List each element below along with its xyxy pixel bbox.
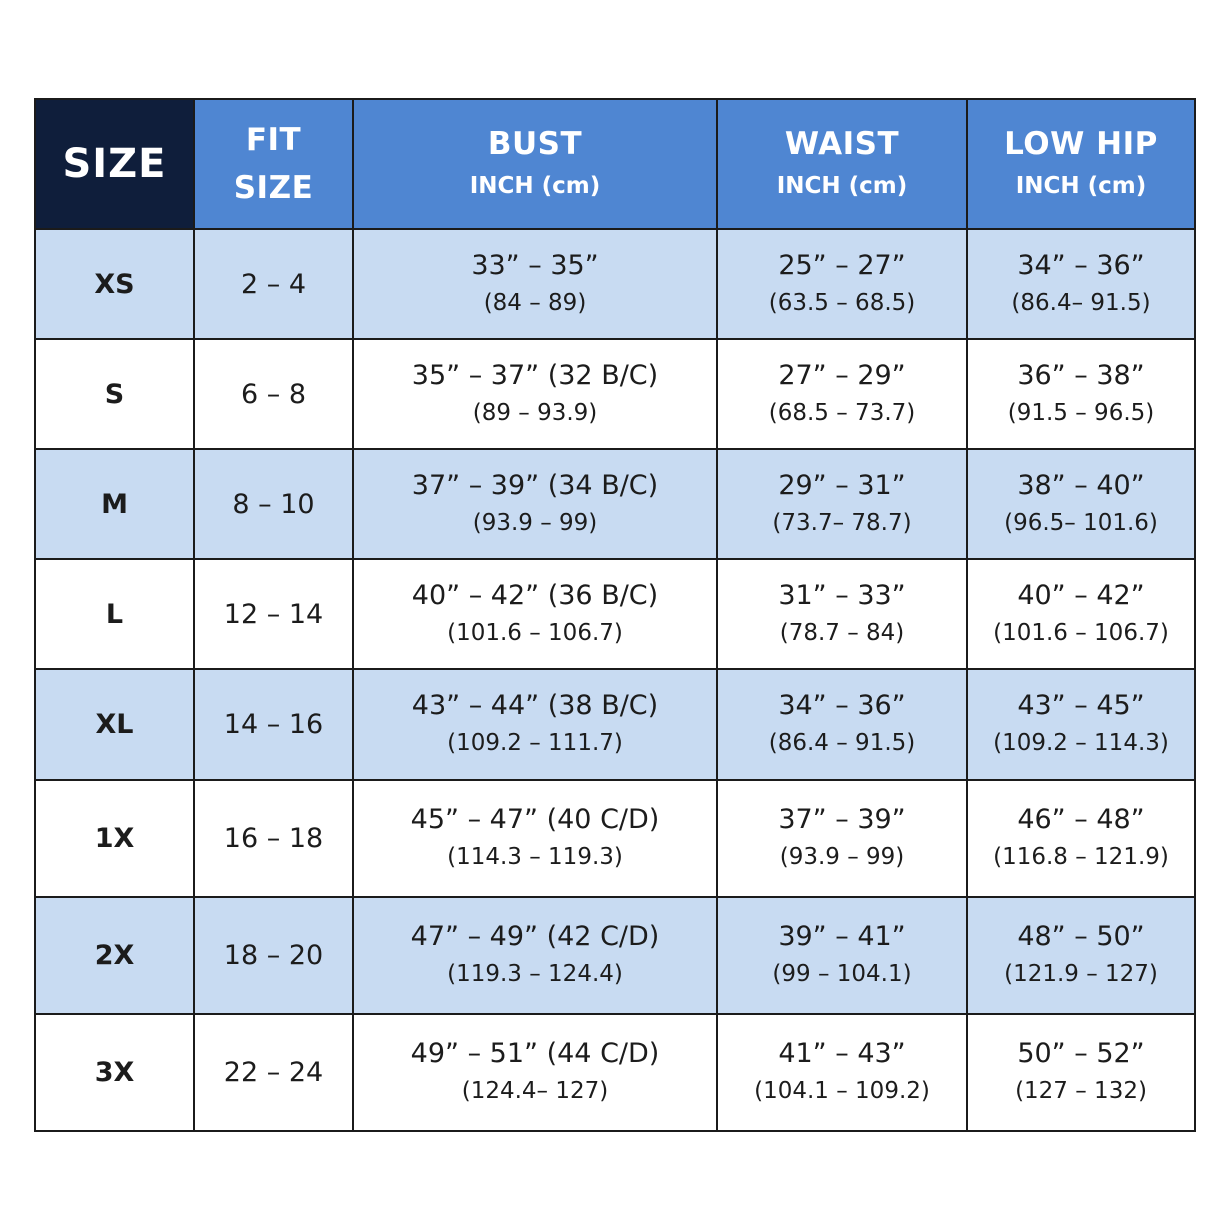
waist-cm: (93.9 – 99) bbox=[779, 844, 905, 871]
low-hip-cell bbox=[967, 897, 1195, 1014]
low-hip-inch: 48” – 50” bbox=[1017, 921, 1145, 953]
waist-inch: 29” – 31” bbox=[778, 470, 906, 502]
size-cell: XL bbox=[35, 669, 194, 779]
size-cell: 2X bbox=[35, 897, 194, 1014]
header-fit-size bbox=[194, 99, 353, 229]
waist-cm: (73.7– 78.7) bbox=[772, 510, 912, 537]
waist-cm: (68.5 – 73.7) bbox=[768, 400, 916, 427]
bust-cell bbox=[353, 897, 717, 1014]
waist-inch: 25” – 27” bbox=[778, 250, 906, 282]
header-waist bbox=[717, 99, 967, 229]
bust-inch: 45” – 47” (40 C/D) bbox=[410, 804, 660, 836]
header-waist-title: WAIST bbox=[784, 126, 900, 162]
bust-cell bbox=[353, 1014, 717, 1131]
waist-cell bbox=[717, 780, 967, 897]
waist-inch: 41” – 43” bbox=[778, 1038, 906, 1070]
waist-cell bbox=[717, 559, 967, 669]
header-low-hip bbox=[967, 99, 1195, 229]
bust-cm: (114.3 – 119.3) bbox=[447, 844, 623, 871]
low-hip-inch: 50” – 52” bbox=[1017, 1038, 1145, 1070]
low-hip-inch: 36” – 38” bbox=[1017, 360, 1145, 392]
low-hip-cell bbox=[967, 780, 1195, 897]
table-row bbox=[35, 669, 1195, 779]
fit-size-cell: 16 – 18 bbox=[194, 780, 353, 897]
header-low-hip-title: LOW HIP bbox=[1004, 126, 1158, 162]
bust-inch: 37” – 39” (34 B/C) bbox=[411, 470, 659, 502]
bust-cm: (101.6 – 106.7) bbox=[447, 620, 623, 647]
bust-inch: 47” – 49” (42 C/D) bbox=[410, 921, 660, 953]
low-hip-inch: 40” – 42” bbox=[1017, 580, 1145, 612]
bust-inch: 33” – 35” bbox=[471, 250, 599, 282]
bust-cm: (109.2 – 111.7) bbox=[447, 730, 623, 757]
bust-inch: 40” – 42” (36 B/C) bbox=[411, 580, 659, 612]
bust-cm: (119.3 – 124.4) bbox=[447, 961, 623, 988]
header-fit-line1: FIT bbox=[245, 122, 302, 158]
waist-inch: 34” – 36” bbox=[778, 690, 906, 722]
header-size: SIZE bbox=[35, 99, 194, 229]
table-row bbox=[35, 897, 1195, 1014]
waist-inch: 37” – 39” bbox=[778, 804, 906, 836]
bust-cm: (89 – 93.9) bbox=[472, 400, 598, 427]
waist-cell bbox=[717, 449, 967, 559]
fit-size-cell: 2 – 4 bbox=[194, 229, 353, 339]
low-hip-cell bbox=[967, 339, 1195, 449]
table-row bbox=[35, 449, 1195, 559]
fit-size-cell: 12 – 14 bbox=[194, 559, 353, 669]
low-hip-inch: 34” – 36” bbox=[1017, 250, 1145, 282]
low-hip-inch: 46” – 48” bbox=[1017, 804, 1145, 836]
low-hip-cell bbox=[967, 229, 1195, 339]
bust-cm: (124.4– 127) bbox=[461, 1078, 609, 1105]
header-bust-title: BUST bbox=[487, 126, 583, 162]
table-row bbox=[35, 339, 1195, 449]
bust-cell bbox=[353, 669, 717, 779]
fit-size-cell: 14 – 16 bbox=[194, 669, 353, 779]
table-header bbox=[35, 99, 1195, 229]
waist-cell bbox=[717, 1014, 967, 1131]
low-hip-cm: (91.5 – 96.5) bbox=[1007, 400, 1155, 427]
low-hip-inch: 43” – 45” bbox=[1017, 690, 1145, 722]
low-hip-cm: (109.2 – 114.3) bbox=[993, 730, 1169, 757]
bust-cell bbox=[353, 339, 717, 449]
low-hip-cm: (96.5– 101.6) bbox=[1004, 510, 1158, 537]
size-cell: XS bbox=[35, 229, 194, 339]
waist-cell bbox=[717, 669, 967, 779]
bust-inch: 35” – 37” (32 B/C) bbox=[411, 360, 659, 392]
table-row bbox=[35, 229, 1195, 339]
bust-inch: 49” – 51” (44 C/D) bbox=[410, 1038, 660, 1070]
fit-size-cell: 8 – 10 bbox=[194, 449, 353, 559]
header-low-hip-unit: INCH (cm) bbox=[1015, 173, 1147, 199]
waist-inch: 39” – 41” bbox=[778, 921, 906, 953]
low-hip-cell bbox=[967, 559, 1195, 669]
size-cell: 3X bbox=[35, 1014, 194, 1131]
bust-cell bbox=[353, 780, 717, 897]
bust-cm: (93.9 – 99) bbox=[472, 510, 598, 537]
bust-cell bbox=[353, 559, 717, 669]
waist-cell bbox=[717, 339, 967, 449]
bust-cell bbox=[353, 229, 717, 339]
size-chart-table bbox=[34, 98, 1196, 1132]
fit-size-cell: 22 – 24 bbox=[194, 1014, 353, 1131]
waist-cm: (86.4 – 91.5) bbox=[768, 730, 916, 757]
size-cell: L bbox=[35, 559, 194, 669]
low-hip-cm: (121.9 – 127) bbox=[1004, 961, 1158, 988]
bust-inch: 43” – 44” (38 B/C) bbox=[411, 690, 659, 722]
low-hip-cm: (101.6 – 106.7) bbox=[993, 620, 1169, 647]
low-hip-inch: 38” – 40” bbox=[1017, 470, 1145, 502]
bust-cell bbox=[353, 449, 717, 559]
table-row bbox=[35, 559, 1195, 669]
fit-size-cell: 18 – 20 bbox=[194, 897, 353, 1014]
low-hip-cm: (116.8 – 121.9) bbox=[993, 844, 1169, 871]
waist-cell bbox=[717, 229, 967, 339]
waist-cm: (104.1 – 109.2) bbox=[754, 1078, 930, 1105]
size-cell: S bbox=[35, 339, 194, 449]
waist-cm: (63.5 – 68.5) bbox=[768, 290, 916, 317]
header-bust bbox=[353, 99, 717, 229]
low-hip-cell bbox=[967, 449, 1195, 559]
table-row bbox=[35, 1014, 1195, 1131]
header-bust-unit: INCH (cm) bbox=[469, 173, 601, 199]
table-body bbox=[35, 229, 1195, 1131]
waist-cell bbox=[717, 897, 967, 1014]
size-cell: M bbox=[35, 449, 194, 559]
low-hip-cell bbox=[967, 1014, 1195, 1131]
waist-inch: 31” – 33” bbox=[778, 580, 906, 612]
table-row bbox=[35, 780, 1195, 897]
header-fit-line2: SIZE bbox=[233, 170, 314, 206]
header-waist-unit: INCH (cm) bbox=[776, 173, 908, 199]
waist-cm: (99 – 104.1) bbox=[772, 961, 912, 988]
bust-cm: (84 – 89) bbox=[483, 290, 587, 317]
size-cell: 1X bbox=[35, 780, 194, 897]
header-row bbox=[35, 99, 1195, 229]
low-hip-cm: (127 – 132) bbox=[1015, 1078, 1147, 1105]
low-hip-cm: (86.4– 91.5) bbox=[1011, 290, 1151, 317]
waist-inch: 27” – 29” bbox=[778, 360, 906, 392]
fit-size-cell: 6 – 8 bbox=[194, 339, 353, 449]
low-hip-cell bbox=[967, 669, 1195, 779]
waist-cm: (78.7 – 84) bbox=[779, 620, 905, 647]
